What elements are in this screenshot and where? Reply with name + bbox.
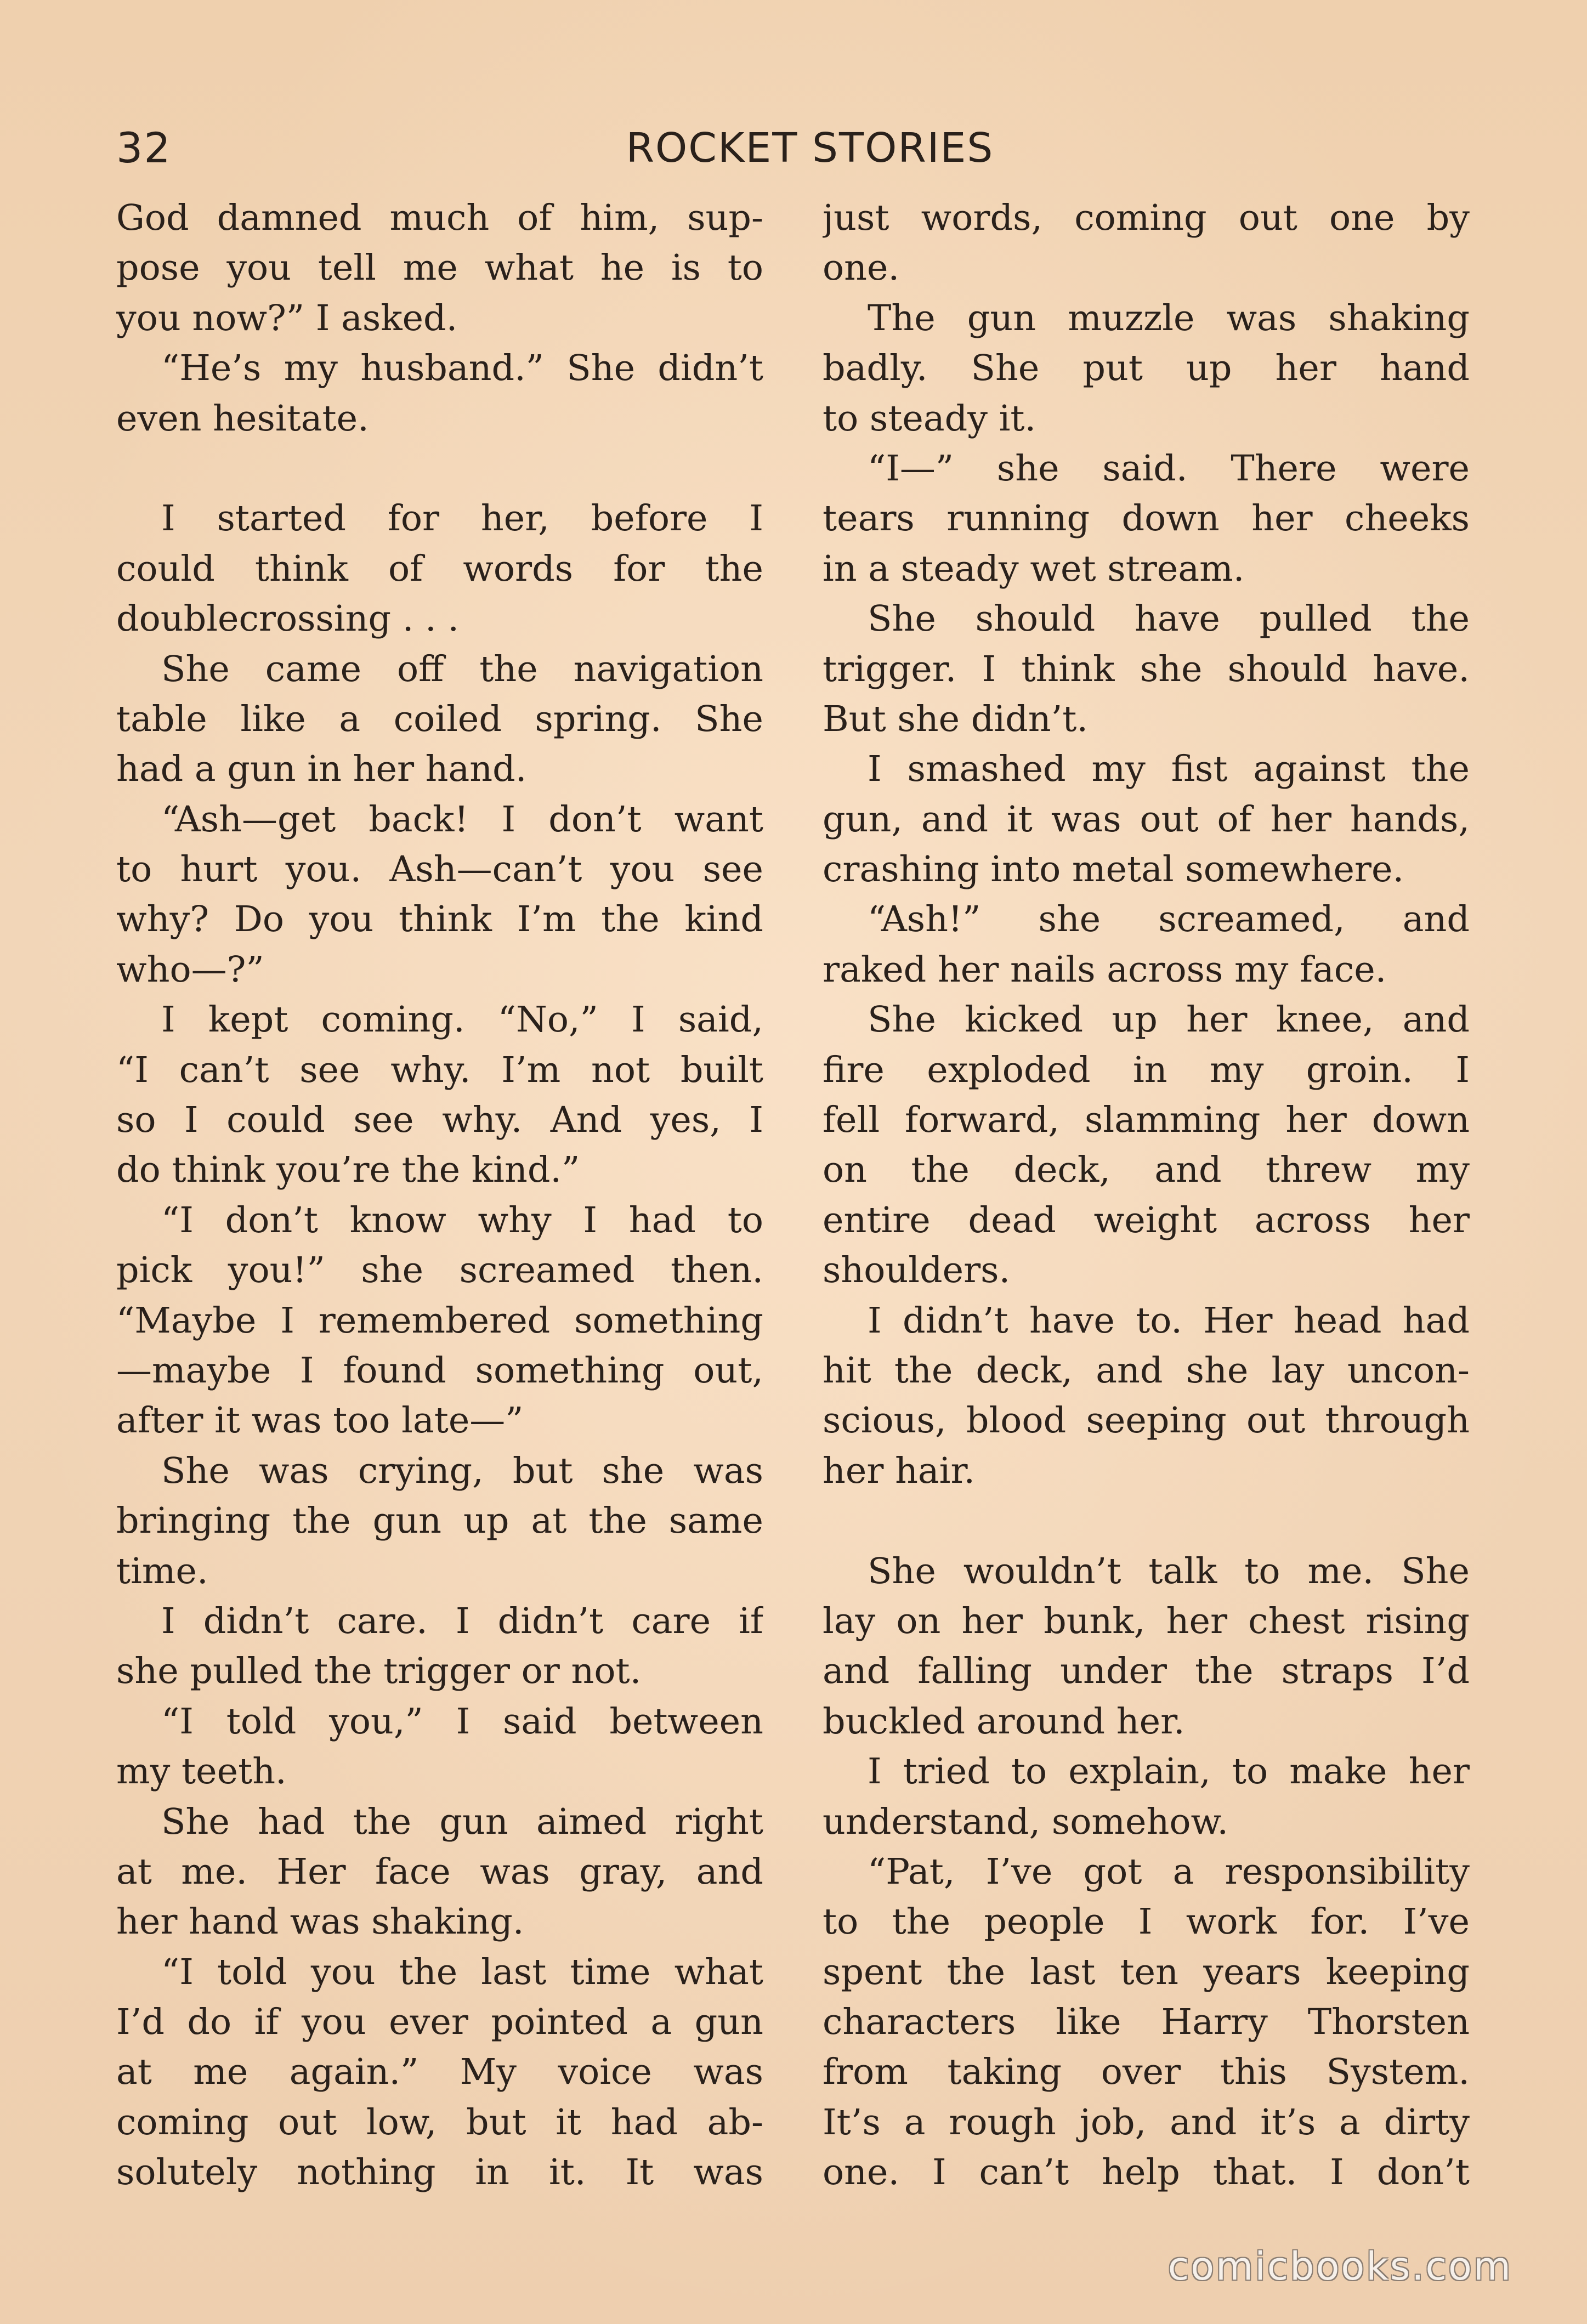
text-line: bringing the gun up at the same <box>116 1500 763 1542</box>
running-header <box>116 123 994 184</box>
text-line: She wouldn’t talk to me. She <box>868 1550 1470 1592</box>
text-line: gun, and it was out of her hands, <box>823 798 1470 840</box>
text-line: “Maybe I remembered something <box>116 1300 763 1341</box>
text-line: “I—” she said. There were <box>868 447 1470 489</box>
text-line: table like a coiled spring. She <box>116 698 763 740</box>
text-line: I’d do if you ever pointed a gun <box>116 2002 763 2043</box>
text-line: trigger. I think she should have. <box>823 648 1470 690</box>
text-line: at me. Her face was gray, and <box>116 1851 763 1892</box>
text-line: “I can’t see why. I’m not built <box>116 1049 763 1091</box>
text-line: in a steady wet stream. <box>823 548 1245 589</box>
text-line: God damned much of him, sup- <box>116 197 763 239</box>
text-line: scious, blood seeping out through <box>823 1400 1470 1442</box>
text-line: She had the gun aimed right <box>161 1801 763 1843</box>
text-line: her hand was shaking. <box>116 1901 524 1943</box>
text-line: shoulders. <box>823 1250 1011 1291</box>
text-line: lay on her bunk, her chest rising <box>823 1600 1470 1642</box>
text-line: she pulled the trigger or not. <box>116 1651 642 1692</box>
text-line: and falling under the straps I’d <box>823 1651 1470 1692</box>
text-line: pick you!” she screamed then. <box>116 1250 763 1291</box>
right-column <box>823 193 1470 2198</box>
text-line: I kept coming. “No,” I said, <box>161 999 763 1041</box>
text-line: She kicked up her knee, and <box>868 999 1470 1041</box>
text-line: pose you tell me what he is to <box>116 247 763 289</box>
text-line: She was crying, but she was <box>161 1450 763 1492</box>
text-line: I tried to explain, to make her <box>868 1751 1470 1793</box>
text-line: one. <box>823 247 900 289</box>
text-line: understand, somehow. <box>823 1801 1229 1843</box>
text-line: crashing into metal somewhere. <box>823 849 1404 891</box>
text-line: could think of words for the <box>116 548 763 589</box>
text-line: spent the last ten years keeping <box>823 1951 1470 1993</box>
text-line: “I don’t know why I had to <box>161 1199 763 1241</box>
text-line: tears running down her cheeks <box>823 498 1470 540</box>
text-line: “He’s my husband.” She didn’t <box>161 348 763 389</box>
text-line <box>116 444 763 494</box>
text-line: The gun muzzle was shaking <box>868 297 1470 339</box>
left-column <box>116 193 763 2198</box>
text-line: fell forward, slamming her down <box>823 1099 1470 1141</box>
text-line: “I told you,” I said between <box>161 1701 763 1742</box>
text-line: to steady it. <box>823 398 1036 439</box>
text-line: “I told you the last time what <box>161 1951 763 1993</box>
page-number: 32 <box>116 123 172 172</box>
text-line: at me again.” My voice was <box>116 2051 763 2093</box>
text-line: But she didn’t. <box>823 698 1089 740</box>
text-line: hit the deck, and she lay uncon- <box>823 1350 1470 1391</box>
text-line: you now?” I asked. <box>116 297 458 339</box>
text-line: “Ash!” she screamed, and <box>868 899 1470 940</box>
text-line: had a gun in her hand. <box>116 749 527 790</box>
text-line: coming out low, but it had ab- <box>116 2101 763 2143</box>
running-title: ROCKET STORIES <box>626 124 994 172</box>
text-line: “Ash—get back! I don’t want <box>161 798 763 840</box>
text-line: solutely nothing in it. It was <box>116 2152 763 2193</box>
text-line: characters like Harry Thorsten <box>823 2002 1470 2043</box>
text-line: I didn’t care. I didn’t care if <box>161 1600 763 1642</box>
text-line: so I could see why. And yes, I <box>116 1099 763 1141</box>
text-line: badly. She put up her hand <box>823 348 1470 389</box>
text-line: from taking over this System. <box>823 2051 1470 2093</box>
text-line: on the deck, and threw my <box>823 1149 1470 1191</box>
text-line: after it was too late—” <box>116 1400 524 1442</box>
watermark: comicbooks.com <box>1167 2244 1512 2289</box>
text-line: time. <box>116 1550 208 1592</box>
text-line: even hesitate. <box>116 398 369 439</box>
text-line: doublecrossing . . . <box>116 598 460 640</box>
text-line: buckled around her. <box>823 1701 1185 1742</box>
text-line: fire exploded in my groin. I <box>823 1049 1470 1091</box>
text-line: raked her nails across my face. <box>823 949 1387 990</box>
text-line <box>823 1496 1470 1546</box>
text-line: who—?” <box>116 949 264 990</box>
text-line: my teeth. <box>116 1751 287 1793</box>
text-line: her hair. <box>823 1450 976 1492</box>
text-line: do think you’re the kind.” <box>116 1149 580 1191</box>
text-line: to hurt you. Ash—can’t you see <box>116 849 763 891</box>
text-line: I didn’t have to. Her head had <box>868 1300 1470 1341</box>
text-line: entire dead weight across her <box>823 1199 1470 1241</box>
text-line: I smashed my fist against the <box>868 749 1470 790</box>
text-line: She came off the navigation <box>161 648 763 690</box>
text-line: “Pat, I’ve got a responsibility <box>868 1851 1470 1892</box>
text-line: why? Do you think I’m the kind <box>116 899 763 940</box>
text-line: just words, coming out one by <box>823 197 1470 239</box>
text-line: one. I can’t help that. I don’t <box>823 2152 1470 2193</box>
text-line: —maybe I found something out, <box>116 1350 763 1391</box>
text-line: I started for her, before I <box>161 498 763 540</box>
text-line: She should have pulled the <box>868 598 1470 640</box>
text-line: to the people I work for. I’ve <box>823 1901 1470 1943</box>
text-line: It’s a rough job, and it’s a dirty <box>823 2101 1470 2143</box>
